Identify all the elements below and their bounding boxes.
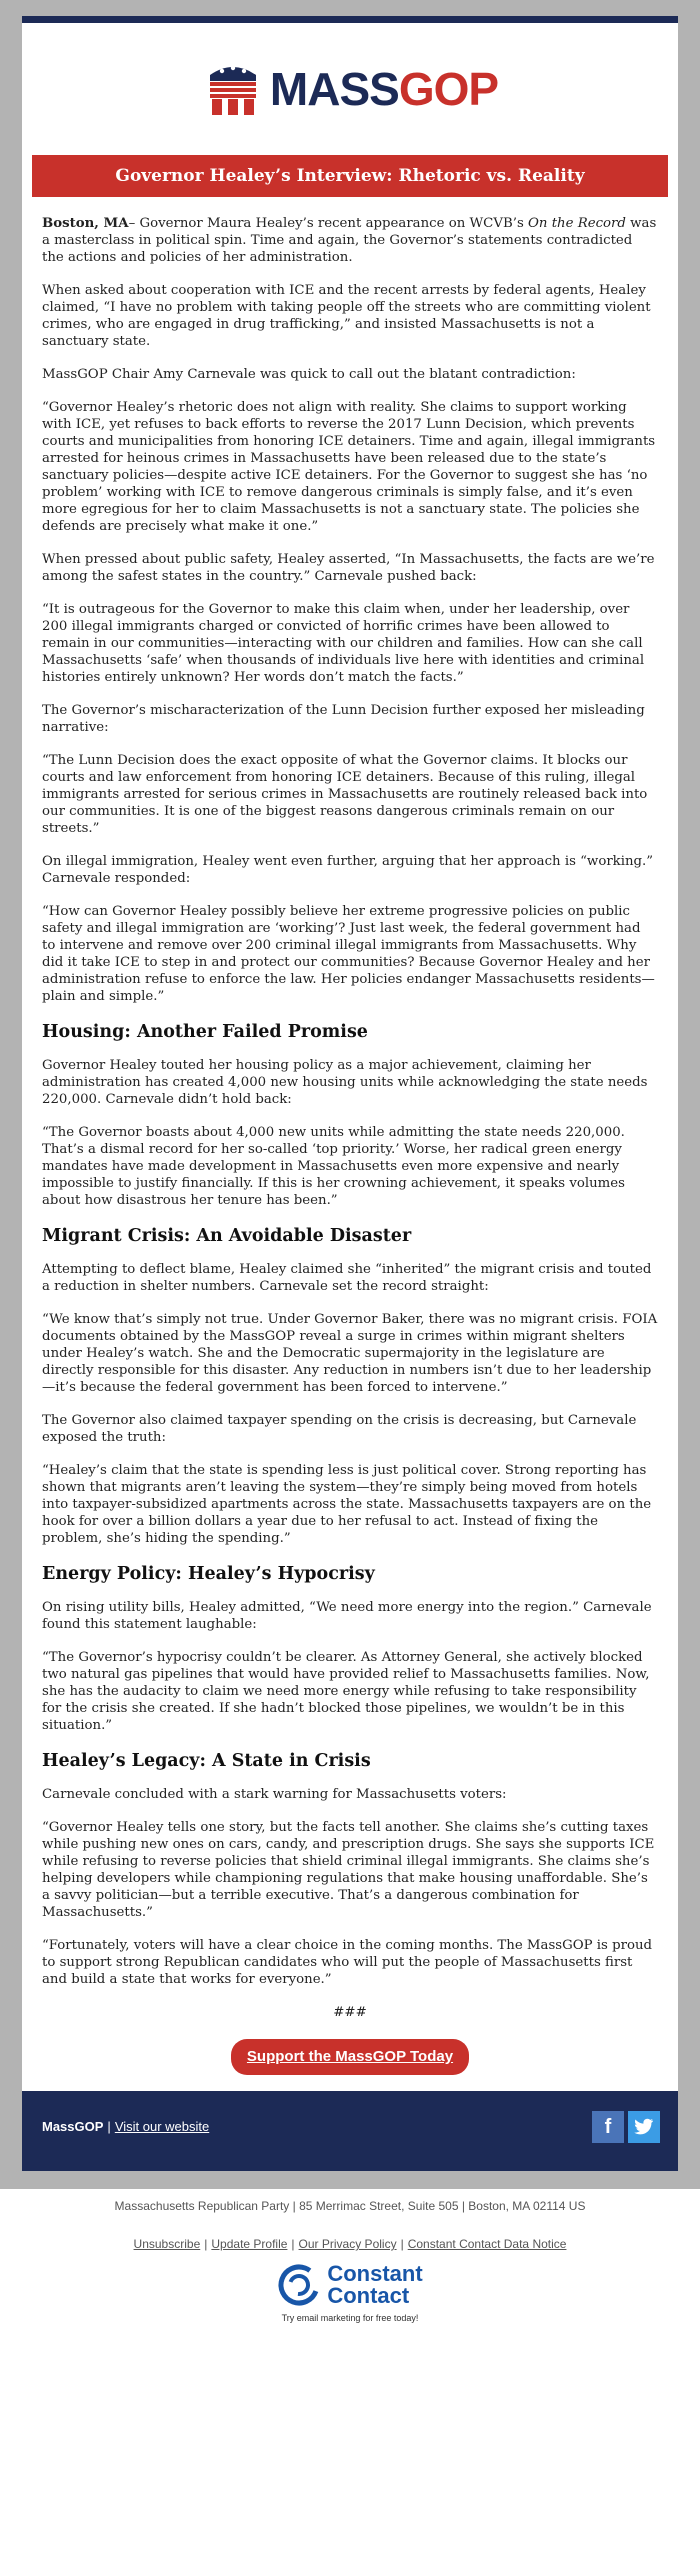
- footer-brand-line: [42, 2119, 209, 2134]
- constant-contact-tagline[interactable]: Try email marketing for free today!: [281, 2313, 419, 2323]
- quote: “Governor Healey tells one story, but the facts tell another. She claims she’s cutting taxes while pushing new ones on cars, candy, and prescription drugs. She says she supports ICE while refusing to reverse policies that shield criminal illegal immigrants. She claims she’s helping developers while championing regulations that make housing unaffordable. She’s a savvy politician—but a terrible executive. That’s a dangerous combination for Massachusetts.”: [42, 1820, 655, 1920]
- update-profile-link[interactable]: Update Profile: [211, 2237, 288, 2251]
- privacy-policy-link[interactable]: Our Privacy Policy: [298, 2237, 397, 2251]
- constant-contact-logo[interactable]: [0, 2263, 700, 2307]
- footer-brand: MassGOP: [42, 2119, 104, 2134]
- section-heading-migrant: Migrant Crisis: An Avoidable Disaster: [42, 1226, 412, 1246]
- data-notice-link[interactable]: Constant Contact Data Notice: [407, 2237, 567, 2251]
- section-heading-energy: Energy Policy: Healey’s Hypocrisy: [42, 1564, 375, 1584]
- paragraph: When asked about cooperation with ICE and the recent arrests by federal agents, Healey claimed, “I have no problem with taking people off the streets who are committing violent crimes, who are engaged in drug trafficking,” and insisted Massachusetts is not a sanctuary state.: [42, 283, 651, 349]
- quote: “How can Governor Healey possibly believe her extreme progressive policies on public safety and illegal immigration are ‘working’? Just last week, the federal government had to intervene and remove over 200 criminal illegal immigrants from Massachusetts. Why did it take ICE to step in and protect our communities? Because Governor Healey and her administration refuse to enforce the law. Her policies endanger Massachusetts residents—plain and simple.”: [42, 904, 655, 1004]
- logo-mass-text: MASS: [269, 63, 399, 115]
- quote: “Healey’s claim that the state is spending less is just political cover. Strong reporting has shown that migrants aren’t leaving the system—they’re simply being moved from hotels into taxpayer-subsidized apartments across the state. Massachusetts taxpayers are on the hook for over a billion dollars a year due to her refusal to act. Instead of fixing the problem, she’s hiding the spending.”: [42, 1463, 652, 1546]
- facebook-icon[interactable]: f: [592, 2111, 624, 2143]
- constant-contact-icon: [277, 2263, 321, 2307]
- paragraph: Carnevale concluded with a stark warning for Massachusetts voters:: [42, 1787, 507, 1802]
- support-massgop-button[interactable]: Support the MassGOP Today: [231, 2039, 469, 2075]
- email-card: [22, 16, 678, 2091]
- unsubscribe-link[interactable]: Unsubscribe: [133, 2237, 201, 2251]
- intro-text-b: was a masterclass in political spin. Time and again, the Governor’s statements contradicted the actions and policies of her administration.: [42, 216, 657, 265]
- paragraph: Attempting to deflect blame, Healey claimed she “inherited” the migrant crisis and touted a reduction in shelter numbers. Carnevale set the record straight:: [42, 1262, 652, 1294]
- paragraph: The Governor also claimed taxpayer spending on the crisis is decreasing, but Carnevale exposed the truth:: [42, 1413, 637, 1445]
- link-divider: |: [291, 2237, 295, 2251]
- quote: “The Governor boasts about 4,000 new units while admitting the state needs 220,000. That’s a dismal record for her so-called ‘top priority.’ Worse, her radical green energy mandates have made development in Massachusetts even more expensive and nearly impossible to justify financially. If this is her crowning achievement, it speaks volumes about how disastrous her tenure has been.”: [42, 1125, 625, 1208]
- logo-wordmark: [269, 63, 499, 115]
- article-body: [22, 197, 678, 2021]
- visit-website-link[interactable]: Visit our website: [114, 2119, 210, 2134]
- twitter-icon[interactable]: [628, 2111, 660, 2143]
- intro-paragraph: [42, 215, 658, 266]
- cc-word-1: Constant: [327, 2261, 423, 2286]
- intro-text-a: – Governor Maura Healey’s recent appearance on WCVB’s: [128, 216, 528, 231]
- link-divider: |: [204, 2237, 208, 2251]
- section-heading-legacy: Healey’s Legacy: A State in Crisis: [42, 1751, 371, 1771]
- section-heading-housing: Housing: Another Failed Promise: [42, 1022, 368, 1042]
- cta-container: [22, 2037, 678, 2091]
- link-divider: |: [400, 2237, 404, 2251]
- elephant-icon: [202, 61, 264, 117]
- cc-word-2: Contact: [327, 2283, 410, 2308]
- paragraph: On rising utility bills, Healey admitted, “We need more energy into the region.” Carnevale found this statement laughable:: [42, 1600, 652, 1632]
- quote: “Governor Healey’s rhetoric does not align with reality. She claims to support working with ICE, yet refuses to back efforts to reverse the 2017 Lunn Decision, which prevents courts and municipalities from honoring ICE detainers. Time and again, illegal immigrants arrested for heinous crimes in Massachusetts have been released due to the state’s sanctuary policies—despite active ICE detainers. For the Governor to suggest she has ‘no problem’ working with ICE to remove dangerous criminals is simply false, and it’s even more egregious for her to claim Massachusetts is not a sanctuary state. The policies she defends are precisely what make it one.”: [42, 400, 656, 534]
- constant-contact-wordmark: [327, 2263, 422, 2307]
- paragraph: Governor Healey touted her housing policy as a major achievement, claiming her administration has created 4,000 new housing units while acknowledging the state needs 220,000. Carnevale didn’t hold back:: [42, 1058, 648, 1107]
- quote: “The Lunn Decision does the exact opposite of what the Governor claims. It blocks our courts and law enforcement from honoring ICE detainers. Because of this ruling, illegal immigrants arrested for serious crimes in Massachusetts are routinely released back into our communities. It is one of the biggest reasons dangerous criminals remain on our streets.”: [42, 753, 648, 836]
- headline-banner: Governor Healey’s Interview: Rhetoric vs. Reality: [32, 155, 668, 197]
- footer-links: [0, 2237, 700, 2251]
- paragraph: The Governor’s mischaracterization of the Lunn Decision further exposed her misleading narrative:: [42, 703, 645, 735]
- dateline: Boston, MA: [42, 216, 129, 231]
- paragraph: On illegal immigration, Healey went even further, arguing that her approach is “working.” Carnevale responded:: [42, 854, 654, 886]
- end-separator: ###: [333, 2005, 367, 2020]
- quote: “The Governor’s hypocrisy couldn’t be clearer. As Attorney General, she actively blocked two natural gas pipelines that would have provided relief to Massachusetts families. Now, she has the audacity to claim we need more energy while refusing to take responsibility for the crisis she created. If she hadn’t blocked those pipelines, we wouldn’t be in this situation.”: [42, 1650, 650, 1733]
- brand-footer: [22, 2091, 678, 2171]
- twitter-bird-icon: [634, 2118, 654, 2136]
- quote: “We know that’s simply not true. Under Governor Baker, there was no migrant crisis. FOIA documents obtained by the MassGOP reveal a surge in crimes within migrant shelters under Healey’s watch. She and the Democratic supermajority in the legislature are directly responsible for this disaster. Any reduction in numbers isn’t due to her leadership—it’s because the federal government has been forced to intervene.”: [42, 1312, 658, 1395]
- paragraph: When pressed about public safety, Healey asserted, “In Massachusetts, the facts are we’re among the safest states in the country.” Carnevale pushed back:: [42, 552, 655, 584]
- sender-address: Massachusetts Republican Party | 85 Merrimac Street, Suite 505 | Boston, MA 02114 US: [114, 2199, 586, 2213]
- quote: “Fortunately, voters will have a clear choice in the coming months. The MassGOP is proud to support strong Republican candidates who will put the people of Massachusetts first and build a state that works for everyone.”: [42, 1938, 653, 1987]
- show-title: On the Record: [528, 216, 626, 231]
- massgop-logo: [22, 23, 678, 155]
- paragraph: MassGOP Chair Amy Carnevale was quick to call out the blatant contradiction:: [42, 367, 576, 382]
- logo-gop-text: GOP: [398, 63, 499, 115]
- gray-bottom-strip: [0, 2171, 700, 2189]
- footer-divider: |: [107, 2119, 111, 2134]
- quote: “It is outrageous for the Governor to make this claim when, under her leadership, over 200 illegal immigrants charged or convicted of horrific crimes have been allowed to remain in our communities—interacting with our children and families. How can she call Massachusetts ‘safe’ when thousands of individuals live here with identities and criminal histories entirely unknown? Her words don’t match the facts.”: [42, 602, 645, 685]
